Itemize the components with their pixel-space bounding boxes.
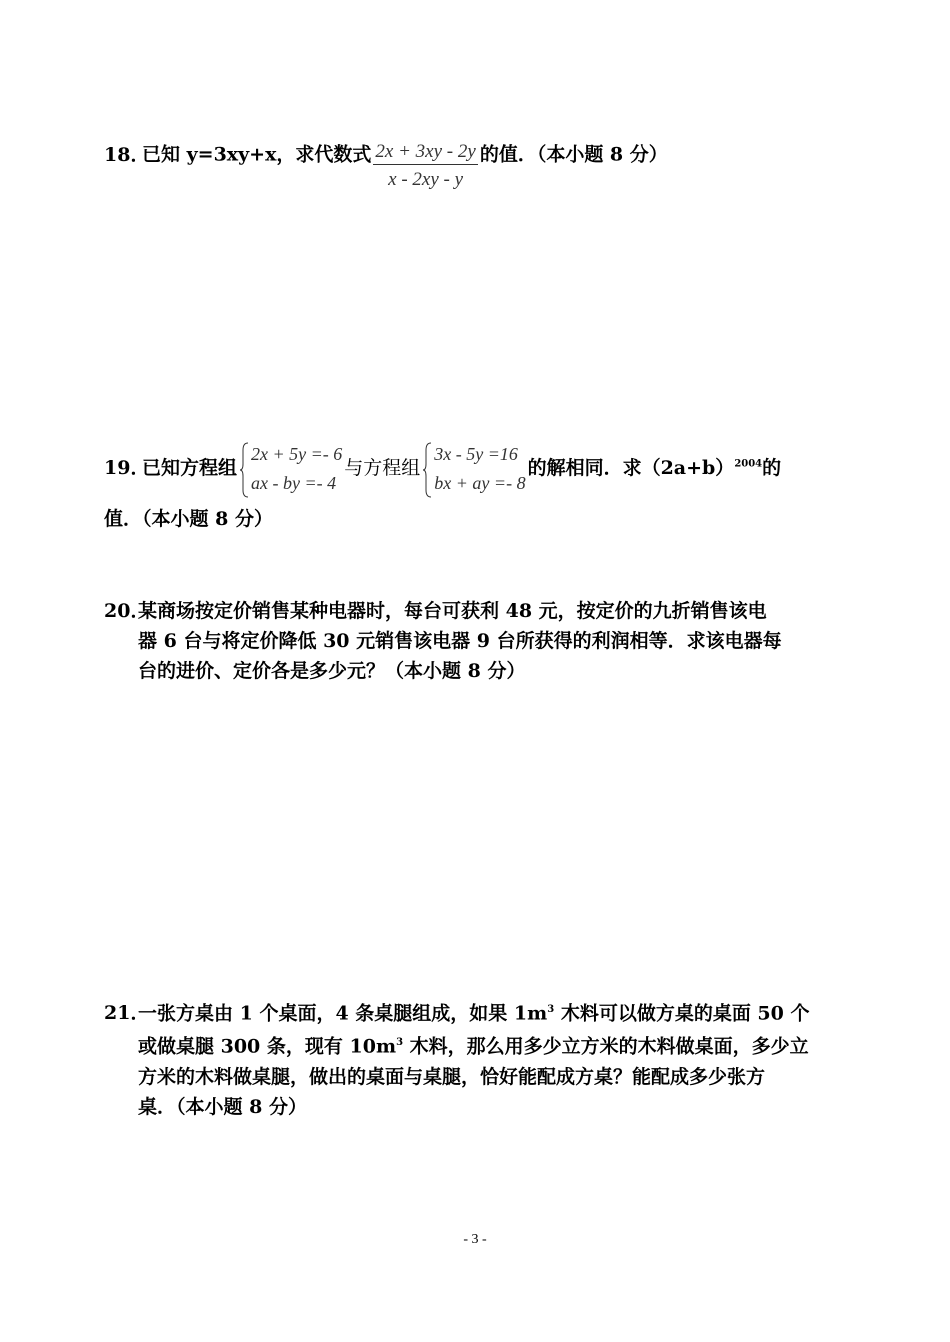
question-line: 木料，那么用多少立方米的木料做桌面，多少立 [403, 1035, 809, 1058]
question-text: 的解相同．求（2a+b） [527, 457, 735, 479]
question-line: 某商场按定价销售某种电器时，每台可获利 48 元，按定价的九折销售该电 [138, 600, 767, 622]
superscript: 3 [396, 1037, 404, 1049]
fraction-expression [373, 140, 477, 195]
question-number: 19． [104, 457, 150, 479]
question-21 [104, 995, 849, 1122]
question-19 [104, 440, 849, 534]
question-text-end: 的值．（本小题 8 分） [479, 143, 668, 166]
question-text-line2: 值．（本小题 8 分） [104, 508, 273, 530]
question-text: 的 [762, 457, 782, 479]
exponent: 2004 [734, 458, 763, 470]
connector-text: 与方程组 [344, 457, 421, 479]
left-brace-icon [239, 442, 249, 498]
equation-system-2 [422, 440, 525, 498]
equation: 2x + 5y =- 6 [251, 444, 343, 464]
question-number: 18． [104, 143, 150, 166]
equation-system-1 [239, 440, 342, 498]
question-text: 已知 y=3xy+x，求代数式 [142, 143, 372, 166]
question-line: 桌．（本小题 8 分） [138, 1095, 307, 1118]
question-line: 一张方桌由 1 个桌面，4 条桌腿组成，如果 1m [138, 1002, 548, 1025]
question-line: 器 6 台与将定价降低 30 元销售该电器 9 台所获得的利润相等．求该电器每 [138, 630, 782, 652]
equation: 3x - 5y =16 [434, 444, 518, 464]
question-line: 台的进价、定价各是多少元？（本小题 8 分） [138, 660, 526, 682]
question-number: 21． [104, 1002, 150, 1025]
question-number: 20． [104, 600, 150, 622]
equation: bx + ay =- 8 [434, 473, 526, 493]
question-18 [104, 128, 849, 190]
page-number: - 3 - [463, 1232, 487, 1247]
question-line: 或做桌腿 300 条，现有 10m [138, 1035, 397, 1058]
equation: ax - by =- 4 [251, 473, 337, 493]
fraction-denominator: x - 2xy - y [388, 169, 464, 190]
question-20 [104, 596, 849, 686]
question-line: 方米的木料做桌腿，做出的桌面与桌腿，恰好能配成方桌？能配成多少张方 [138, 1065, 766, 1088]
question-text: 已知方程组 [142, 457, 238, 479]
superscript: 3 [547, 1004, 555, 1015]
question-line: 木料可以做方桌的桌面 50 个 [554, 1002, 810, 1025]
fraction-numerator: 2x + 3xy - 2y [373, 140, 477, 165]
left-brace-icon [422, 442, 432, 498]
